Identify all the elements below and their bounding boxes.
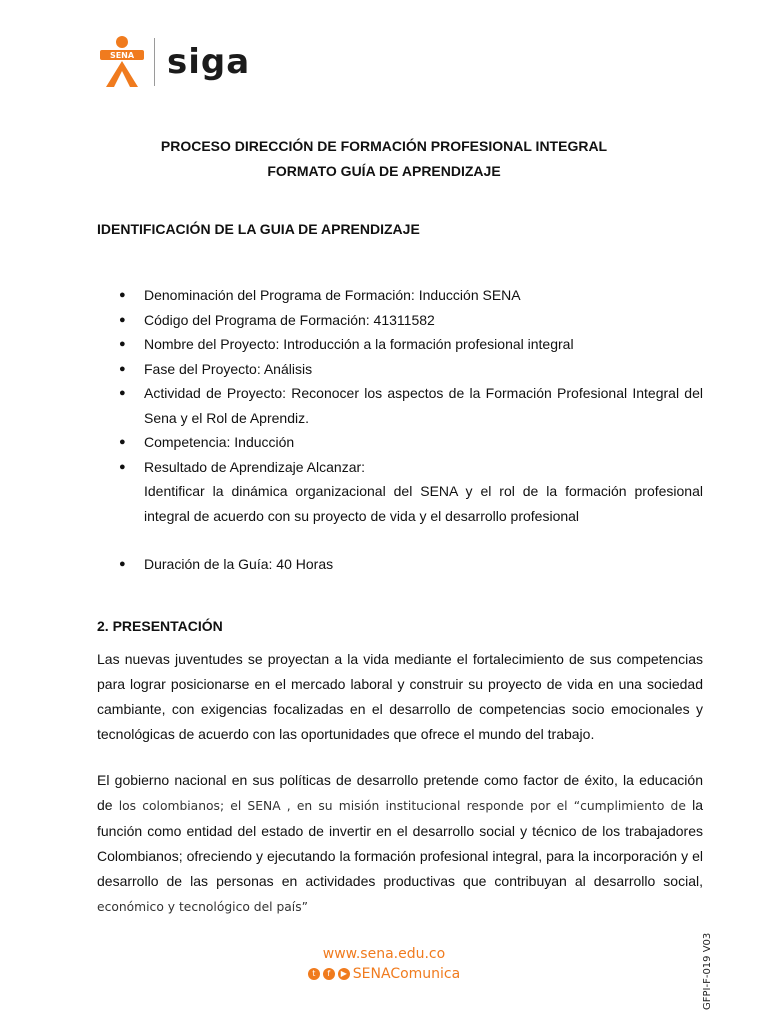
- footer-social: [0, 966, 768, 982]
- social-handle: SENAComunica: [352, 966, 461, 982]
- list-item: ● Denominación del Programa de Formación: Inducción SENA: [97, 283, 703, 308]
- youtube-icon: ▶: [338, 968, 350, 980]
- document-title: PROCESO DIRECCIÓN DE FORMACIÓN PROFESIONAL INTEGRAL: [160, 138, 608, 154]
- bullet-icon: ●: [119, 289, 126, 301]
- logo-divider: [154, 38, 155, 86]
- list-item: ● Código del Programa de Formación: 41311582: [97, 308, 703, 333]
- presentation-paragraph-1: Las nuevas juventudes se proyectan a la vida mediante el fortalecimiento de sus competencias para lograr posicionarse en el mercado laboral y construir su proyecto de vida en una sociedad cambiante, con exigencias focalizadas en el desarrollo de competencias socio emocionales y tecnológicas de acuerdo con las oportunidades que ofrece el mundo del trabajo.: [97, 651, 703, 742]
- list-item: ● Actividad de Proyecto: Reconocer los aspectos de la Formación Profesional Integral del Sena y el Rol de Aprendiz.: [97, 381, 703, 430]
- list-item: ● Nombre del Proyecto: Introducción a la formación profesional integral: [97, 332, 703, 357]
- siga-logo: siga: [167, 42, 251, 82]
- svg-text:SENA: SENA: [109, 51, 135, 60]
- bullet-icon: ●: [119, 558, 126, 570]
- document-subtitle: FORMATO GUÍA DE APRENDIZAJE: [267, 163, 501, 179]
- list-item: ● Resultado de Aprendizaje Alcanzar: Identificar la dinámica organizacional del SENA y el rol de la formación profesional integral de acuerdo con su proyecto de vida y el desarrollo profesional: [97, 455, 703, 529]
- bullet-icon: ●: [119, 362, 126, 375]
- list-item: ● Fase del Proyecto: Análisis: [97, 357, 703, 382]
- identification-list: [97, 283, 703, 577]
- identification-heading: IDENTIFICACIÓN DE LA GUIA DE APRENDIZAJE: [97, 221, 420, 237]
- facebook-icon: f: [323, 968, 335, 980]
- bullet-icon: ●: [119, 387, 126, 399]
- presentation-heading: 2. PRESENTACIÓN: [97, 618, 223, 634]
- list-item: ● Duración de la Guía: 40 Horas: [97, 552, 703, 577]
- list-item: ● Competencia: Inducción: [97, 430, 703, 455]
- bullet-icon: ●: [119, 436, 126, 448]
- header: [96, 34, 250, 90]
- bullet-icon: ●: [119, 338, 126, 350]
- presentation-paragraph-2: El gobierno nacional en sus políticas de desarrollo pretende como factor de éxito, la educación de los colombianos; el SENA , en su misión institucional responde por el “cumplimiento de la función como entidad del estado de invertir en el desarrollo social y técnico de los trabajadores Colombianos; ofreciendo y ejecutando la formación profesional integral, para la incorporación y el desarrollo de las personas en actividades productivas que contribuyan al desarrollo social, económico y tecnológico del país”: [97, 772, 703, 914]
- bullet-icon: ●: [119, 460, 126, 473]
- sena-logo: [96, 35, 148, 89]
- twitter-icon: t: [308, 968, 320, 980]
- footer-website[interactable]: www.sena.edu.co: [322, 946, 446, 962]
- document-code: GFPI-F-019 V03: [702, 932, 713, 1010]
- learning-result-text: Identificar la dinámica organizacional del SENA y el rol de la formación profesional integral de acuerdo con su proyecto de vida y el desarrollo profesional: [144, 483, 703, 524]
- bullet-icon: ●: [119, 313, 126, 326]
